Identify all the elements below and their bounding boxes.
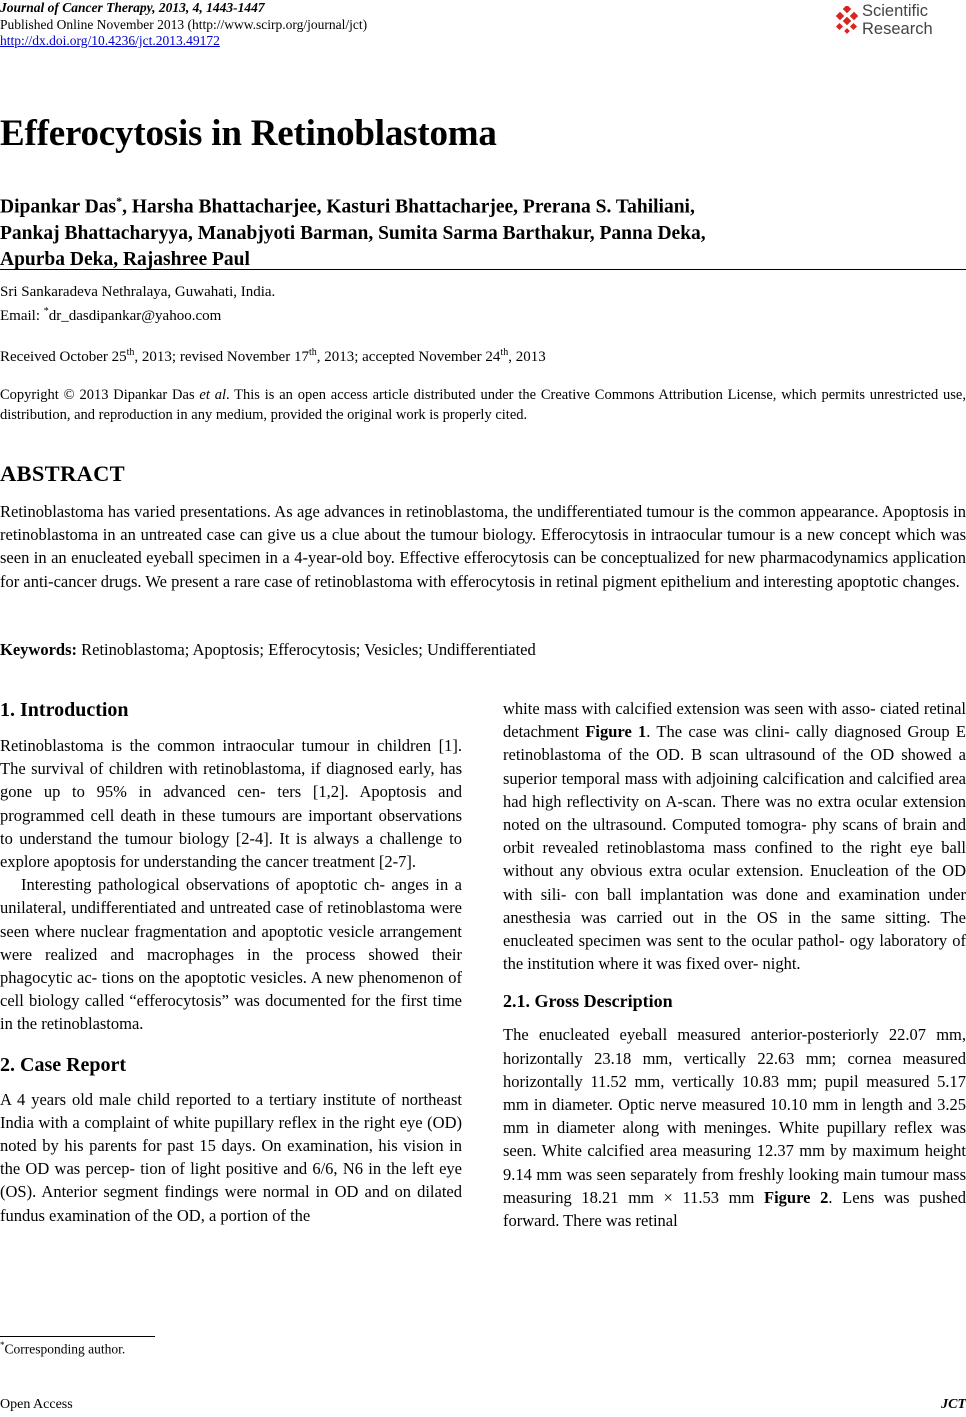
publisher-name-line1: Scientific [862,2,929,20]
accepted-date: , 2013; accepted November 24 [316,349,501,365]
author-list [0,188,706,273]
ordinal-suffix: th [126,347,135,358]
case-paragraph-continued [503,697,966,975]
footnote-divider [0,1336,155,1337]
figure-1-ref[interactable]: Figure 1 [585,722,647,742]
authors-line-1-rest: , Harsha Bhattacharjee, Kasturi Bhattacharjee, Prerana S. Tahiliani, [122,196,695,218]
received-date: Received October 25 [0,349,127,365]
copyright-etal: et al [199,387,226,403]
figure-2-ref[interactable]: Figure 2 [764,1187,829,1207]
authors-line-3: Apurba Deka, Rajashree Paul [0,248,250,270]
email-label: Email: [0,308,44,324]
received-year: , 2013 [508,349,546,365]
publisher-name-line2: Research [862,20,933,38]
keywords-list: Retinoblastoma; Apoptosis; Efferocytosis; Vesicles; Undifferentiated [77,640,536,659]
email-address[interactable]: dr_dasdipankar@yahoo.com [48,308,222,324]
copyright-notice [0,385,966,425]
gross-text-b: . Lens was pushed forward. There was retinal [503,1187,966,1231]
received-dates [0,343,546,367]
affiliation-block [0,283,275,326]
footnote-mark: * [0,1340,5,1350]
authors-line-1 [0,188,706,221]
ordinal-suffix: th [308,347,317,358]
journal-name: Journal of Cancer Therapy [0,0,153,15]
header-divider [0,269,966,270]
copyright-text-2: . This is an open access article distributed under the Creative Commons Attribution License, which permits unrestricted use, distribution, and reproduction in any medium, provided the original work is properly cited. [0,387,966,423]
footnote [0,1340,125,1358]
introduction-heading: 1. Introduction [0,699,129,721]
journal-citation [0,0,367,17]
corresponding-mark: * [116,194,123,208]
abstract-heading: ABSTRACT [0,461,125,486]
left-column [0,697,462,1227]
affiliation: Sri Sankaradeva Nethralaya, Guwahati, India. [0,284,276,300]
case-text-a: white mass with calcified extension was seen with asso- ciated retinal detachment [503,699,966,742]
keywords [0,640,536,660]
authors-line-2: Pankaj Bhattacharyya, Manabjyoti Barman, Sumita Sarma Barthakur, Panna Deka, [0,222,706,244]
ordinal-suffix: th [500,347,509,358]
gross-paragraph-1 [503,1023,966,1232]
email-line [0,302,275,326]
intro-paragraph-2: Interesting pathological observations of apoptotic ch- anges in a unilateral, undifferentiated and untreated case of retinoblastoma were seen where nuclear fragmentation and apoptotic vesicle arrangement were realized and macrophages in the process showed their phagocytic ac- tions on the apoptotic vesicles. A new phenomenon of cell biology called “efferocytosis” was documented for the first time in the retinoblastoma. [0,875,462,1034]
footer-open-access: Open Access [0,1397,73,1412]
intro-paragraph-1: Retinoblastoma is the common intraocular tumour in children [1]. The survival of children with retinoblastoma, if diagnosed early, has gone up to 95% in advanced cen- ters [1,2]. Apoptosis and programmed cell death in these tumours are important observations to understand the tumour biology [2-4]. It is always a challenge to explore apoptosis for understanding the cancer treatment [2-7]. [0,736,462,872]
abstract-text: Retinoblastoma has varied presentations. As age advances in retinoblastoma, the undifferentiated tumour is the common appearance. Apoptosis in retinoblastoma in an untreated case can give us a clue about the tumour biology. Efferocytosis in intraocular tumour is a new concept which was seen in an enucleated eyeball specimen in a 4-year-old boy. Effective efferocytosis can be conceptualized for new pharmacodynamics application for anti-cancer drugs. We present a rare case of retinoblastoma with efferocytosis in retinal pigment epithelium and interesting apoptotic changes. [0,502,966,591]
gross-description-heading: 2.1. Gross Description [503,991,673,1012]
page-footer [0,1397,966,1413]
case-text-b: . The case was clini- cally diagnosed Group E retinoblastoma of the OD. B scan ultrasound of the OD showed a superior temporal mass with adjoining calcification and calcified area had high reflectivity on A-scan. There was no extra ocular extension noted on the ultrasound. Computed tomogra- phy scans of brain and orbit revealed retinoblastoma mass confined to the right eye ball without any obvious extra ocular extension. Enucleation of the OD with sili- con ball implantation was done and examination under anesthesia was carried out in the OS in the same sitting. The enucleated specimen was sent to the ocular pathol- ogy laboratory of the institution where it was fixed over- night. [503,722,966,974]
footnote-text: Corresponding author. [4,1341,126,1357]
doi-link[interactable]: http://dx.doi.org/10.4236/jct.2013.49172 [0,33,220,48]
scientific-research-logo-icon [834,6,860,36]
email-mark: * [43,306,49,317]
case-report-heading: 2. Case Report [0,1053,127,1076]
journal-header [0,0,367,50]
journal-volume: , 2013, 4, 1443-1447 [152,0,265,15]
published-line: Published Online November 2013 (http://www.scirp.org/journal/jct) [0,16,368,32]
right-column [503,697,966,1232]
article-title: Efferocytosis in Retinoblastoma [0,113,497,154]
copyright-text-1: Copyright © 2013 Dipankar Das [0,387,200,403]
publisher-logo [834,2,964,42]
keywords-label: Keywords: [0,640,77,659]
first-author: Dipankar Das [0,196,117,218]
revised-date: , 2013; revised November 17 [134,349,309,365]
footer-journal-abbrev: JCT [941,1397,966,1412]
case-paragraph-1: A 4 years old male child reported to a tertiary institute of northeast India with a complaint of white pupillary reflex in the right eye (OD) noted by his parents for past 15 days. On examination, his vision in the OD was percep- tion of light positive and 6/6, N6 in the left eye (OS). Anterior segment findings were normal in OD and on dilated fundus examination of the OD, a portion of the [0,1089,462,1225]
gross-text-a: The enucleated eyeball measured anterior-posteriorly 22.07 mm, horizontally 23.18 mm, vertically 22.63 mm; cornea measured horizontally 11.52 mm, vertically 10.83 mm; pupil measured 5.17 mm in diameter. Optic nerve measured 10.10 mm in length and 3.25 mm in diameter along with meninges. White pupillary reflex was seen. White calcified area measuring 12.37 mm by maximum height 9.14 mm was seen separately from freshly looking main tumour mass measuring 18.21 mm × 11.53 mm [503,1025,966,1207]
